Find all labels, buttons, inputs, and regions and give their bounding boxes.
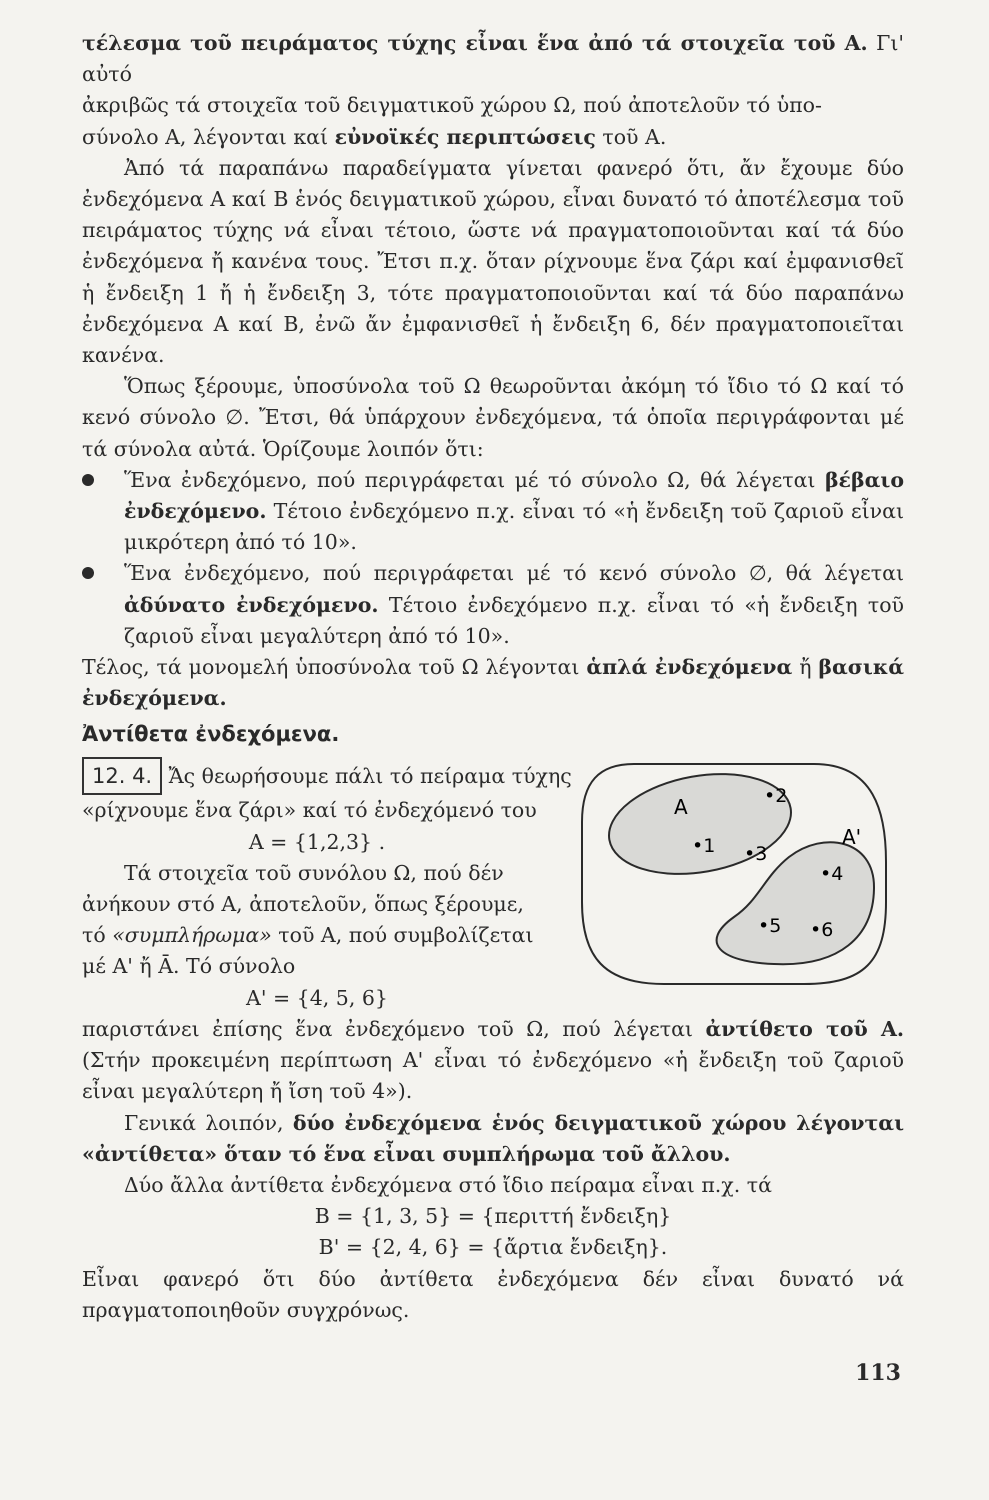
text: σύνολο Α, λέγονται καί — [82, 124, 335, 149]
paragraph-3: Ὅπως ξέρουμε, ὑποσύνολα τοῦ Ω θεωροῦνται ἀκόμη τό ἴδιο τό Ω καί τό κενό σύνολο ∅. Ἔτσι, θά ὑπάρχουν ἐνδεχόμενα, τά ὁποῖα περιγράφονται μέ τά σύνολα αὐτά. Ὁρίζουμε λοιπόν ὅτι: — [82, 374, 904, 461]
line-1 — [82, 28, 904, 90]
point-6: •6 — [810, 919, 834, 941]
page-body — [82, 28, 904, 1326]
text: τοῦ Α, πού συμβολίζεται — [271, 923, 534, 948]
section-number-box: 12. 4. — [82, 757, 162, 795]
term-opposite: ἀντίθετο τοῦ Α. — [705, 1016, 904, 1041]
text: τό — [82, 923, 113, 948]
paragraph-conclusion: Εἶναι φανερό ὅτι δύο ἀντίθετα ἐνδεχόμενα δέν εἶναι δυνατό νά πραγματοποιηθοῦν συγχρόνως. — [82, 1266, 904, 1322]
text: Τέτοιο ἐνδεχόμενο π.χ. εἶναι τό «ἡ ἔνδειξη τοῦ ζαριοῦ εἶναι μεγαλύτερη ἀπό τό 10». — [124, 592, 904, 648]
paragraph-opposite — [82, 1014, 904, 1108]
paragraph-simple-events — [82, 652, 904, 714]
equation-B: Β = {1, 3, 5} = {περιττή ἔνδειξη} — [314, 1204, 672, 1229]
term-impossible-event: ἀδύνατο ἐνδεχόμενο. — [124, 592, 379, 617]
text: παριστάνει ἐπίσης ἕνα ἐνδεχόμενο τοῦ Ω, πού λέγεται — [82, 1016, 706, 1041]
equation-A-prime: Α' = {4, 5, 6} — [246, 985, 388, 1010]
point-2: •2 — [764, 785, 788, 807]
page-number: 113 — [855, 1360, 901, 1386]
line-2: ἀκριβῶς τά στοιχεῖα τοῦ δειγματικοῦ χώρου Ω, πού ἀποτελοῦν τό ὑπο- — [82, 93, 822, 118]
label-A-prime: Α' — [842, 825, 862, 849]
section-line-6: μέ Α' ἤ Ā. Τό σύνολο — [82, 954, 296, 979]
equation-B-prime: Β' = {2, 4, 6} = {ἄρτια ἔνδειξη}. — [318, 1235, 668, 1260]
venn-diagram — [574, 752, 894, 992]
text: Τέλος, τά μονομελή ὑποσύνολα τοῦ Ω λέγονται — [82, 655, 587, 680]
section-line-4: ἀνήκουν στό Α, ἀποτελοῦν, ὅπως ξέρουμε, — [82, 892, 524, 917]
bold-text: τέλεσμα τοῦ πειράματος τύχης εἶναι ἕνα ἀπό τά στοιχεῖα τοῦ Α. — [82, 31, 868, 55]
bullet-icon — [82, 567, 94, 579]
equation-A: Α = {1,2,3} . — [248, 829, 386, 854]
point-3: •3 — [744, 843, 768, 865]
term-basic-events: βασικά ἐνδεχόμενα. — [82, 655, 904, 711]
bullet-certain-event — [82, 465, 904, 559]
line-3 — [82, 122, 904, 153]
bullet-impossible-event — [82, 558, 904, 652]
text: Ἕνα ἐνδεχόμενο, πού περιγράφεται μέ τό κενό σύνολο ∅, θά λέγεται — [124, 561, 904, 586]
set-A-ellipse — [601, 761, 799, 887]
point-4: •4 — [820, 863, 844, 885]
text: Τέτοιο ἐνδεχόμενο π.χ. εἶναι τό «ἡ ἔνδειξη τοῦ ζαριοῦ εἶναι μικρότερη ἀπό τό 10». — [124, 499, 904, 555]
term-simple-events: ἁπλά ἐνδεχόμενα — [586, 655, 793, 680]
section-line-2: «ρίχνουμε ἕνα ζάρι» καί τό ἐνδεχόμενό του — [82, 798, 537, 823]
section-line-3: Τά στοιχεῖα τοῦ συνόλου Ω, πού δέν — [124, 860, 504, 885]
label-A: Α — [674, 795, 688, 819]
definition-opposite: δύο ἐνδεχόμενα ἑνός δειγματικοῦ χώρου λέγονται «ἀντίθετα» ὅταν τό ἕνα εἶναι συμπλήρωμα τοῦ ἄλλου. — [82, 1110, 904, 1166]
paragraph-other-example: Δύο ἄλλα ἀντίθετα ἐνδεχόμενα στό ἴδιο πείραμα εἶναι π.χ. τά — [124, 1172, 772, 1197]
paragraph-general — [82, 1108, 904, 1170]
point-5: •5 — [758, 915, 782, 937]
text: (Στήν προκειμένη περίπτωση Α' εἶναι τό ἐνδεχόμενο «ἡ ἔνδειξη τοῦ ζαριοῦ εἶναι μεγαλύτερη ἤ ἴση τοῦ 4»). — [82, 1048, 904, 1104]
text: ἤ — [792, 655, 819, 680]
text: Ἕνα ἐνδεχόμενο, πού περιγράφεται μέ τό σύνολο Ω, θά λέγεται — [124, 467, 825, 492]
section-heading: Ἀντίθετα ἐνδεχόμενα. — [82, 722, 340, 747]
text: Ἄς θεωρήσουμε πάλι τό πείραμα τύχης — [168, 764, 572, 789]
text: Γενικά λοιπόν, — [124, 1110, 293, 1135]
term-certain-event: βέβαιο ἐνδεχόμενο. — [124, 467, 904, 524]
bullet-icon — [82, 474, 94, 486]
term-complement: «συμπλήρωμα» — [112, 923, 272, 948]
text: τοῦ Α. — [595, 124, 667, 149]
text: Γι' αὐτό — [82, 31, 904, 87]
term-favourable-cases: εὐνοϊκές περιπτώσεις — [334, 124, 596, 149]
point-1: •1 — [692, 835, 716, 857]
paragraph-2: Ἀπό τά παραπάνω παραδείγματα γίνεται φανερό ὅτι, ἄν ἔχουμε δύο ἐνδεχόμενα Α καί Β ἑνός δειγματικοῦ χώρου, εἶναι δυνατό τό ἀποτέλεσμα τοῦ πειράματος τύχης νά εἶναι τέτοιο, ὥστε νά πραγματοποιοῦνται καί τά δύο ἐνδεχόμενα ἤ κανένα τους. Ἔτσι π.χ. ὅταν ρίχνουμε ἕνα ζάρι καί ἐμφανισθεῖ ἡ ἔνδειξη 1 ἤ ἡ ἔνδειξη 3, τότε πραγματοποιοῦνται καί τά δύο παραπάνω ἐνδεχόμενα Α καί Β, ἐνῶ ἄν ἐμφανισθεῖ ἡ ἔνδειξη 6, δέν πραγματοποιεῖται κανένα. — [82, 155, 904, 368]
